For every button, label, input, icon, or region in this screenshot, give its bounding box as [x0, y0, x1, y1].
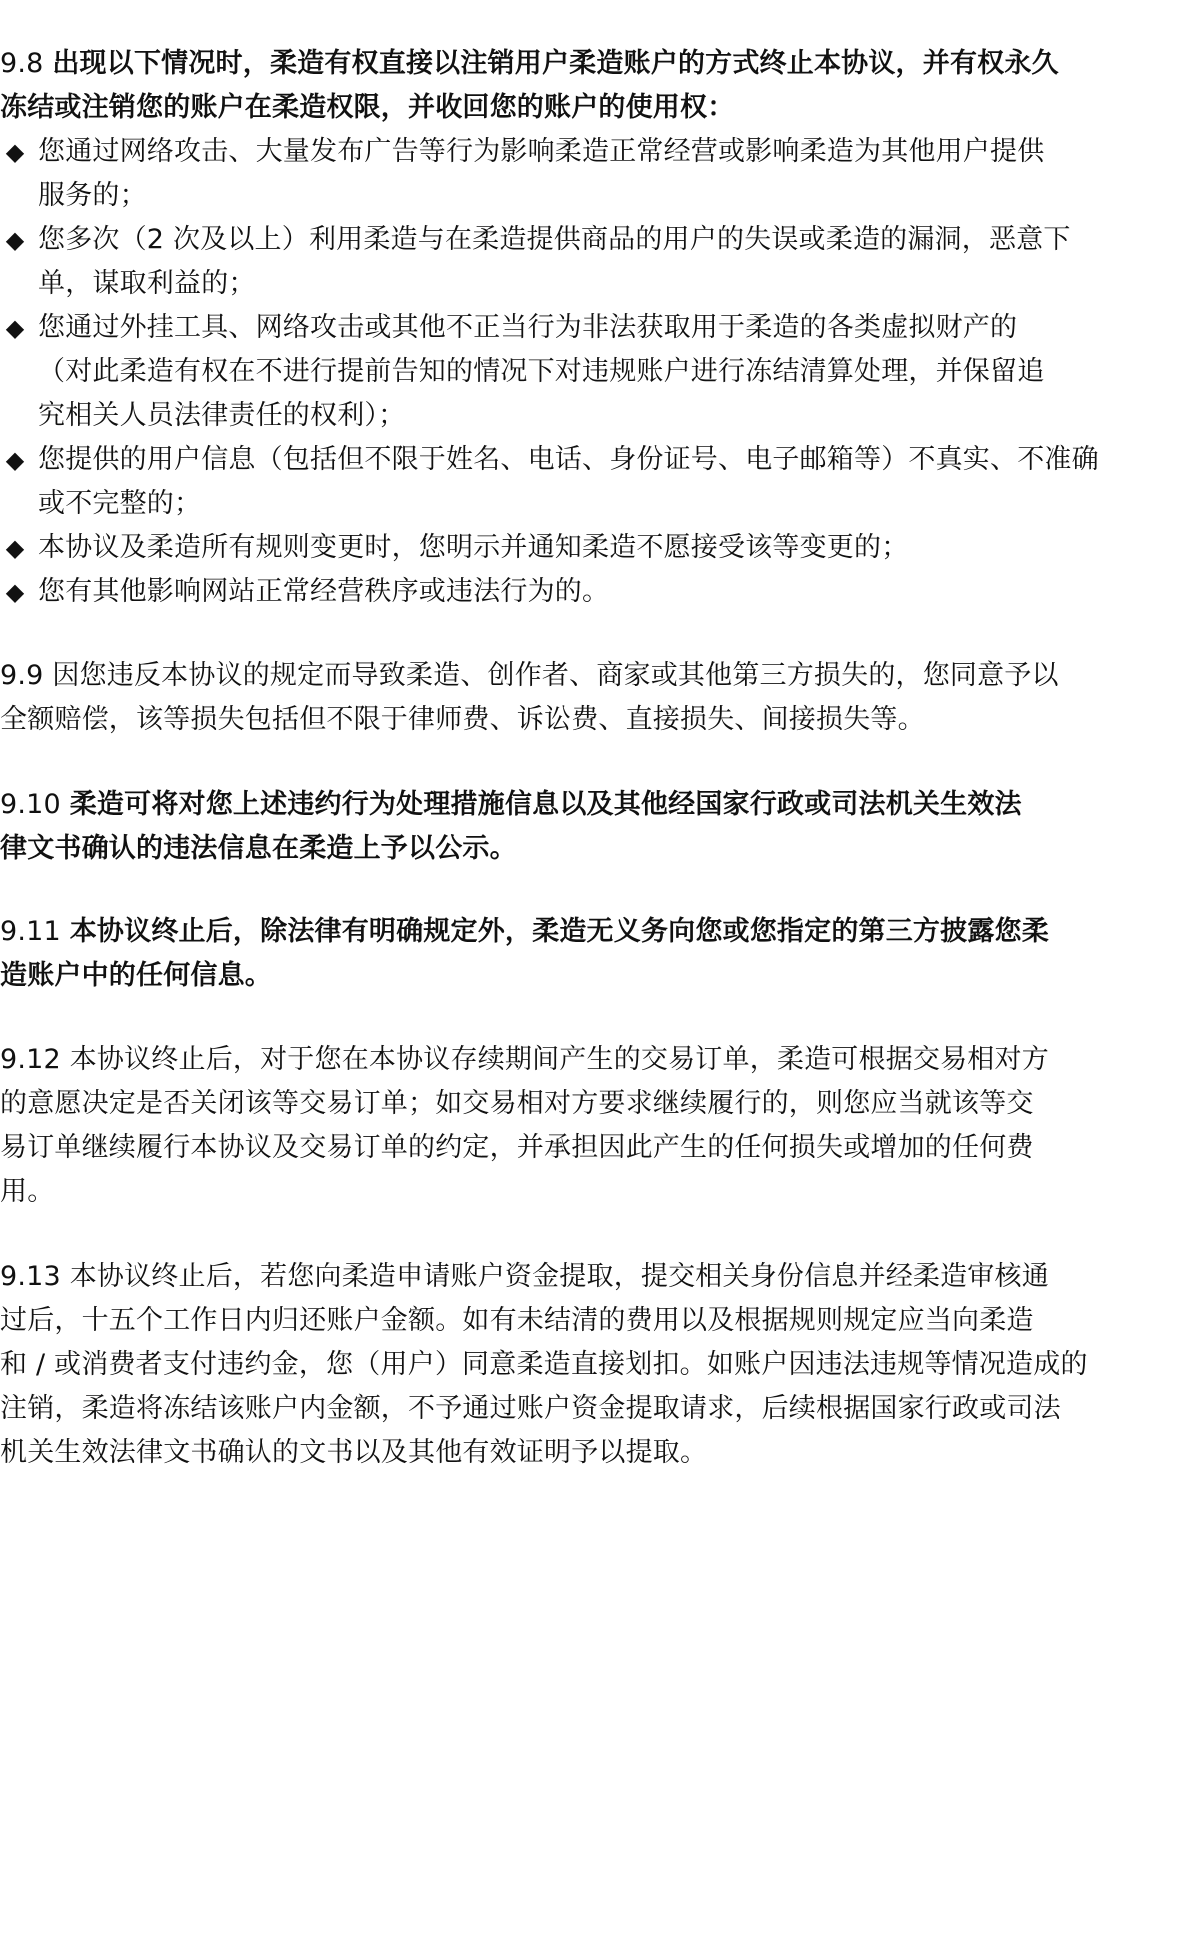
bullet-3-line-2: （对此柔造有权在不进行提前告知的情况下对违规账户进行冻结清算处理，并保留追 — [38, 356, 1045, 387]
section-9-8-heading-text: 出现以下情况时，柔造有权直接以注销用户柔造账户的方式终止本协议，并有权永久 — [52, 48, 1059, 79]
bullet-2-line-1: 您多次（2 次及以上）利用柔造与在柔造提供商品的用户的失误或柔造的漏洞，恶意下 — [38, 224, 1071, 255]
section-9-8-line-2: 冻结或注销您的账户在柔造权限，并收回您的账户的使用权： — [0, 92, 735, 123]
section-9-9-line-2: 全额赔偿，该等损失包括但不限于律师费、诉讼费、直接损失、间接损失等。 — [0, 704, 925, 735]
bullet-3-line-1: 您通过外挂工具、网络攻击或其他不正当行为非法获取用于柔造的各类虚拟财产的 — [38, 312, 1018, 343]
section-9-13-line-5: 机关生效法律文书确认的文书以及其他有效证明予以提取。 — [0, 1437, 708, 1468]
section-9-13-line-2: 过后，十五个工作日内归还账户金额。如有未结清的费用以及根据规则规定应当向柔造 — [0, 1305, 1034, 1336]
bullet-diamond-icon: ◆ — [5, 226, 25, 254]
bullet-5-line-1: 本协议及柔造所有规则变更时，您明示并通知柔造不愿接受该等变更的； — [38, 532, 909, 563]
bullet-4-line-2: 或不完整的； — [38, 488, 202, 519]
bullet-1-line-2: 服务的； — [38, 180, 147, 211]
section-9-13-line-1: 9.13 本协议终止后，若您向柔造申请账户资金提取，提交相关身份信息并经柔造审核通 — [0, 1261, 1049, 1292]
section-9-13-line-3: 和 / 或消费者支付违约金，您（用户）同意柔造直接划扣。如账户因违法违规等情况造成的 — [0, 1349, 1088, 1380]
bullet-6-line-1: 您有其他影响网站正常经营秩序或违法行为的。 — [38, 576, 610, 607]
bullet-2-line-2: 单，谋取利益的； — [38, 268, 256, 299]
section-9-8-number: 9.8 — [0, 48, 44, 79]
section-9-10-line-2: 律文书确认的违法信息在柔造上予以公示。 — [0, 833, 517, 864]
section-9-11-number: 9.11 — [0, 916, 61, 947]
section-9-11-line-2: 造账户中的任何信息。 — [0, 960, 272, 991]
bullet-diamond-icon: ◆ — [5, 534, 25, 562]
bullet-diamond-icon: ◆ — [5, 314, 25, 342]
section-9-9-line-1: 9.9 因您违反本协议的规定而导致柔造、创作者、商家或其他第三方损失的，您同意予以 — [0, 660, 1059, 691]
bullet-4-line-1: 您提供的用户信息（包括但不限于姓名、电话、身份证号、电子邮箱等）不真实、不准确 — [38, 444, 1099, 475]
bullet-1-line-1: 您通过网络攻击、大量发布广告等行为影响柔造正常经营或影响柔造为其他用户提供 — [38, 136, 1045, 167]
section-9-11-heading-text: 本协议终止后，除法律有明确规定外，柔造无义务向您或您指定的第三方披露您柔 — [69, 916, 1049, 947]
bullet-3-line-3: 究相关人员法律责任的权利）； — [38, 400, 406, 431]
bullet-diamond-icon: ◆ — [5, 446, 25, 474]
bullet-diamond-icon: ◆ — [5, 138, 25, 166]
section-9-12-line-4: 用。 — [0, 1176, 55, 1207]
section-9-10-number: 9.10 — [0, 789, 61, 820]
section-9-13-line-4: 注销，柔造将冻结该账户内金额，不予通过账户资金提取请求，后续根据国家行政或司法 — [0, 1393, 1061, 1424]
section-9-12-line-3: 易订单继续履行本协议及交易订单的约定，并承担因此产生的任何损失或增加的任何费 — [0, 1132, 1034, 1163]
bullet-diamond-icon: ◆ — [5, 578, 25, 606]
section-9-12-line-2: 的意愿决定是否关闭该等交易订单；如交易相对方要求继续履行的，则您应当就该等交 — [0, 1088, 1034, 1119]
section-9-10-heading-text: 柔造可将对您上述违约行为处理措施信息以及其他经国家行政或司法机关生效法 — [69, 789, 1022, 820]
section-9-12-line-1: 9.12 本协议终止后，对于您在本协议存续期间产生的交易订单，柔造可根据交易相对方 — [0, 1044, 1049, 1075]
